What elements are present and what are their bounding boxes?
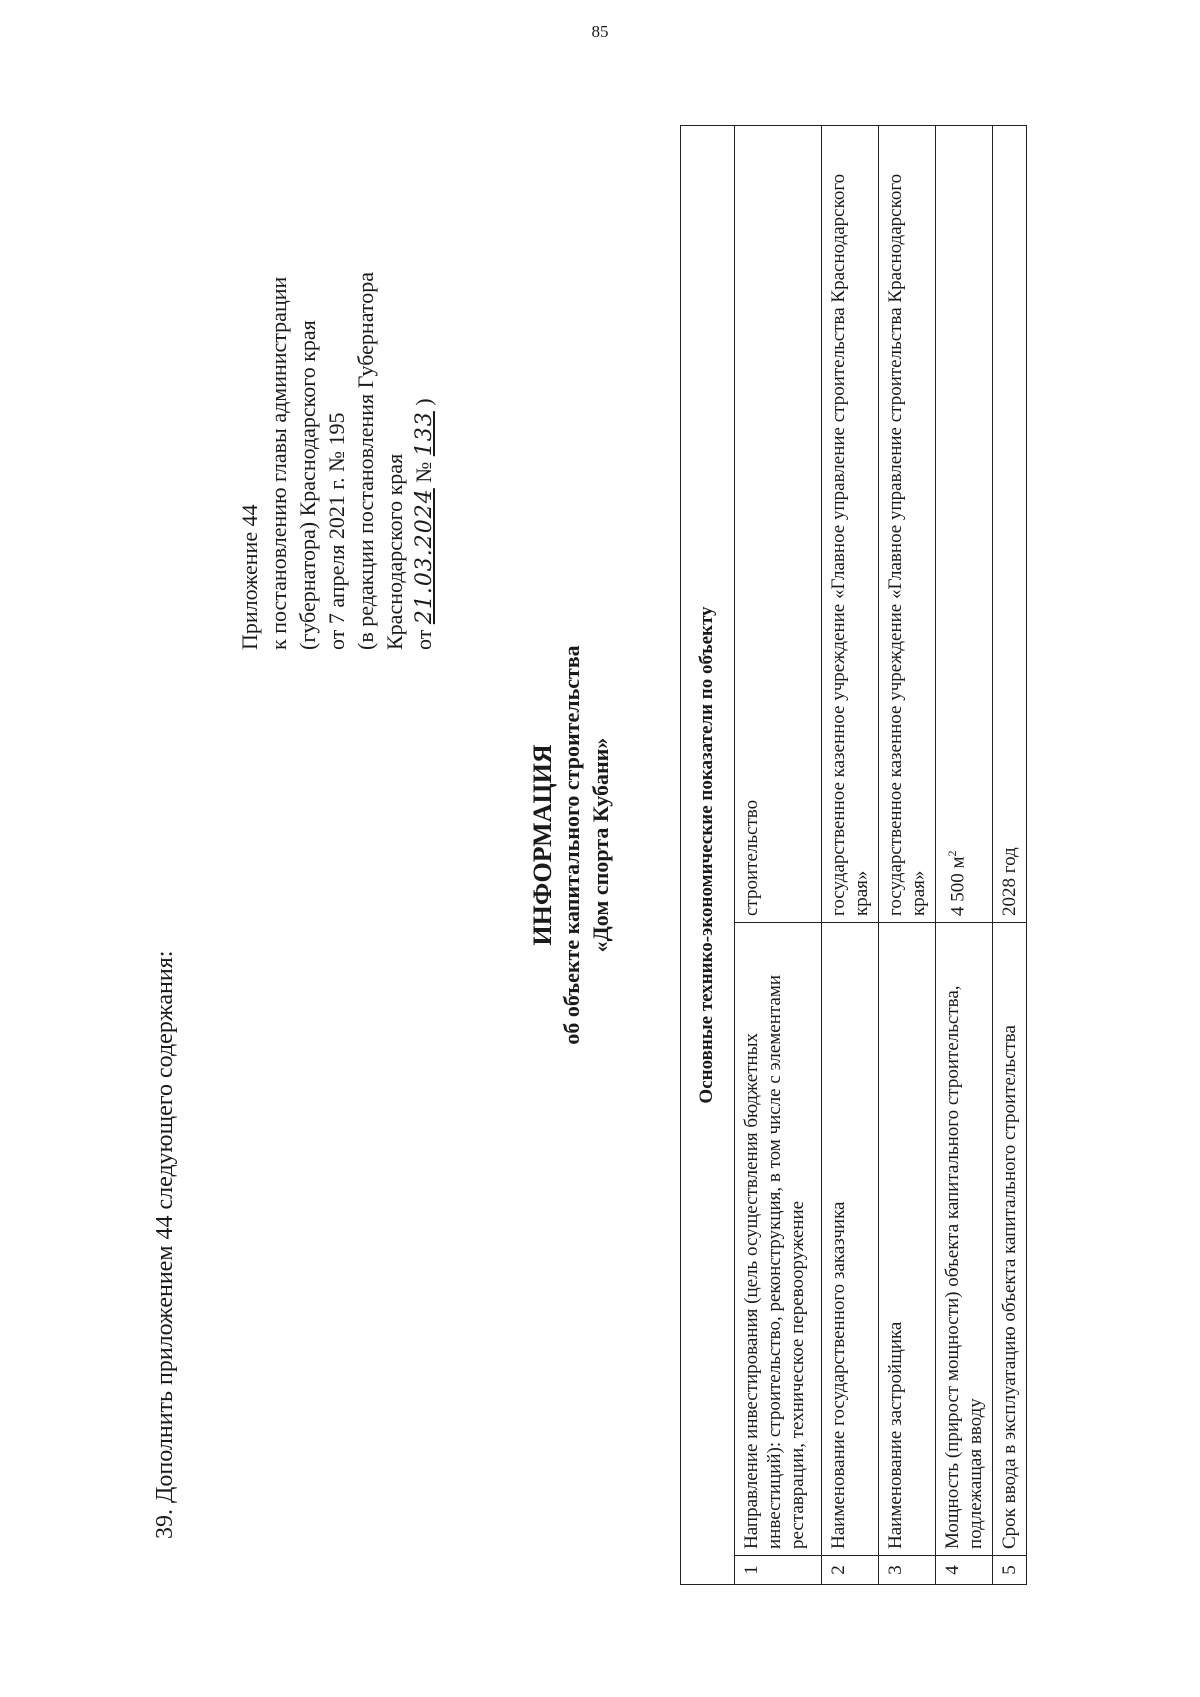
intro-paragraph: 39. Дополнить приложением 44 следующего содержания: (152, 950, 178, 1539)
row-value: государственное казенное учреждение «Главное управление строительства Краснодарского края» (822, 126, 879, 923)
closing-paren: ) (411, 398, 436, 406)
page-number: 85 (591, 22, 609, 41)
table-row (735, 126, 822, 1585)
table-header-row (681, 126, 735, 1585)
row-label: Срок ввода в эксплуатацию объекта капитального строительства (993, 923, 1027, 1556)
annex-line: (в редакции постановления Губернатора (353, 272, 378, 650)
row-value: государственное казенное учреждение «Главное управление строительства Краснодарского края» (879, 126, 936, 923)
indicators-table (680, 125, 1027, 1585)
table-row (936, 126, 993, 1585)
row-number: 1 (735, 1556, 822, 1585)
annex-line: к постановлению главы администрации (266, 276, 291, 650)
row-value (936, 126, 993, 923)
table-row (822, 126, 879, 1585)
handwritten-date: 21.03.2024 (412, 488, 437, 625)
title-line-2: об объекте капитального строительства (559, 645, 584, 1045)
annex-line: Приложение 44 (237, 504, 262, 650)
row-label: Направление инвестирования (цель осуществления бюджетных инвестиций): строительство, реконструкция, в том числе с элементами реставрации, техническое перевооружение (735, 923, 822, 1556)
annex-line: (губернатора) Краснодарского края (295, 320, 320, 650)
date-prefix: от (411, 629, 436, 650)
row-value: 2028 год (993, 126, 1027, 923)
table-header: Основные технико-экономические показатели по объекту (681, 126, 735, 1585)
title-line-3: «Дом спорта Кубани» (588, 737, 613, 953)
title-line-1: ИНФОРМАЦИЯ (528, 744, 557, 946)
row-number: 2 (822, 1556, 879, 1585)
capacity-value: 4 500 м (947, 856, 969, 916)
document-title (528, 345, 615, 1345)
annex-line: от 7 апреля 2021 г. № 195 (324, 412, 349, 650)
row-value: строительство (735, 126, 822, 923)
annex-date-line (409, 272, 439, 650)
row-number: 5 (993, 1556, 1027, 1585)
unit-superscript: 2 (945, 850, 959, 857)
handwritten-number: 133 (412, 411, 437, 457)
row-label: Мощность (прирост мощности) объекта капитального строительства, подлежащая вводу (936, 923, 993, 1556)
annex-block (235, 272, 439, 650)
number-prefix: № (411, 461, 436, 483)
row-label: Наименование застройщика (879, 923, 936, 1556)
row-label: Наименование государственного заказчика (822, 923, 879, 1556)
table-row (879, 126, 936, 1585)
table-row (993, 126, 1027, 1585)
rotated-content (140, 85, 1160, 1605)
annex-line: Краснодарского края (382, 453, 407, 650)
row-number: 4 (936, 1556, 993, 1585)
row-number: 3 (879, 1556, 936, 1585)
